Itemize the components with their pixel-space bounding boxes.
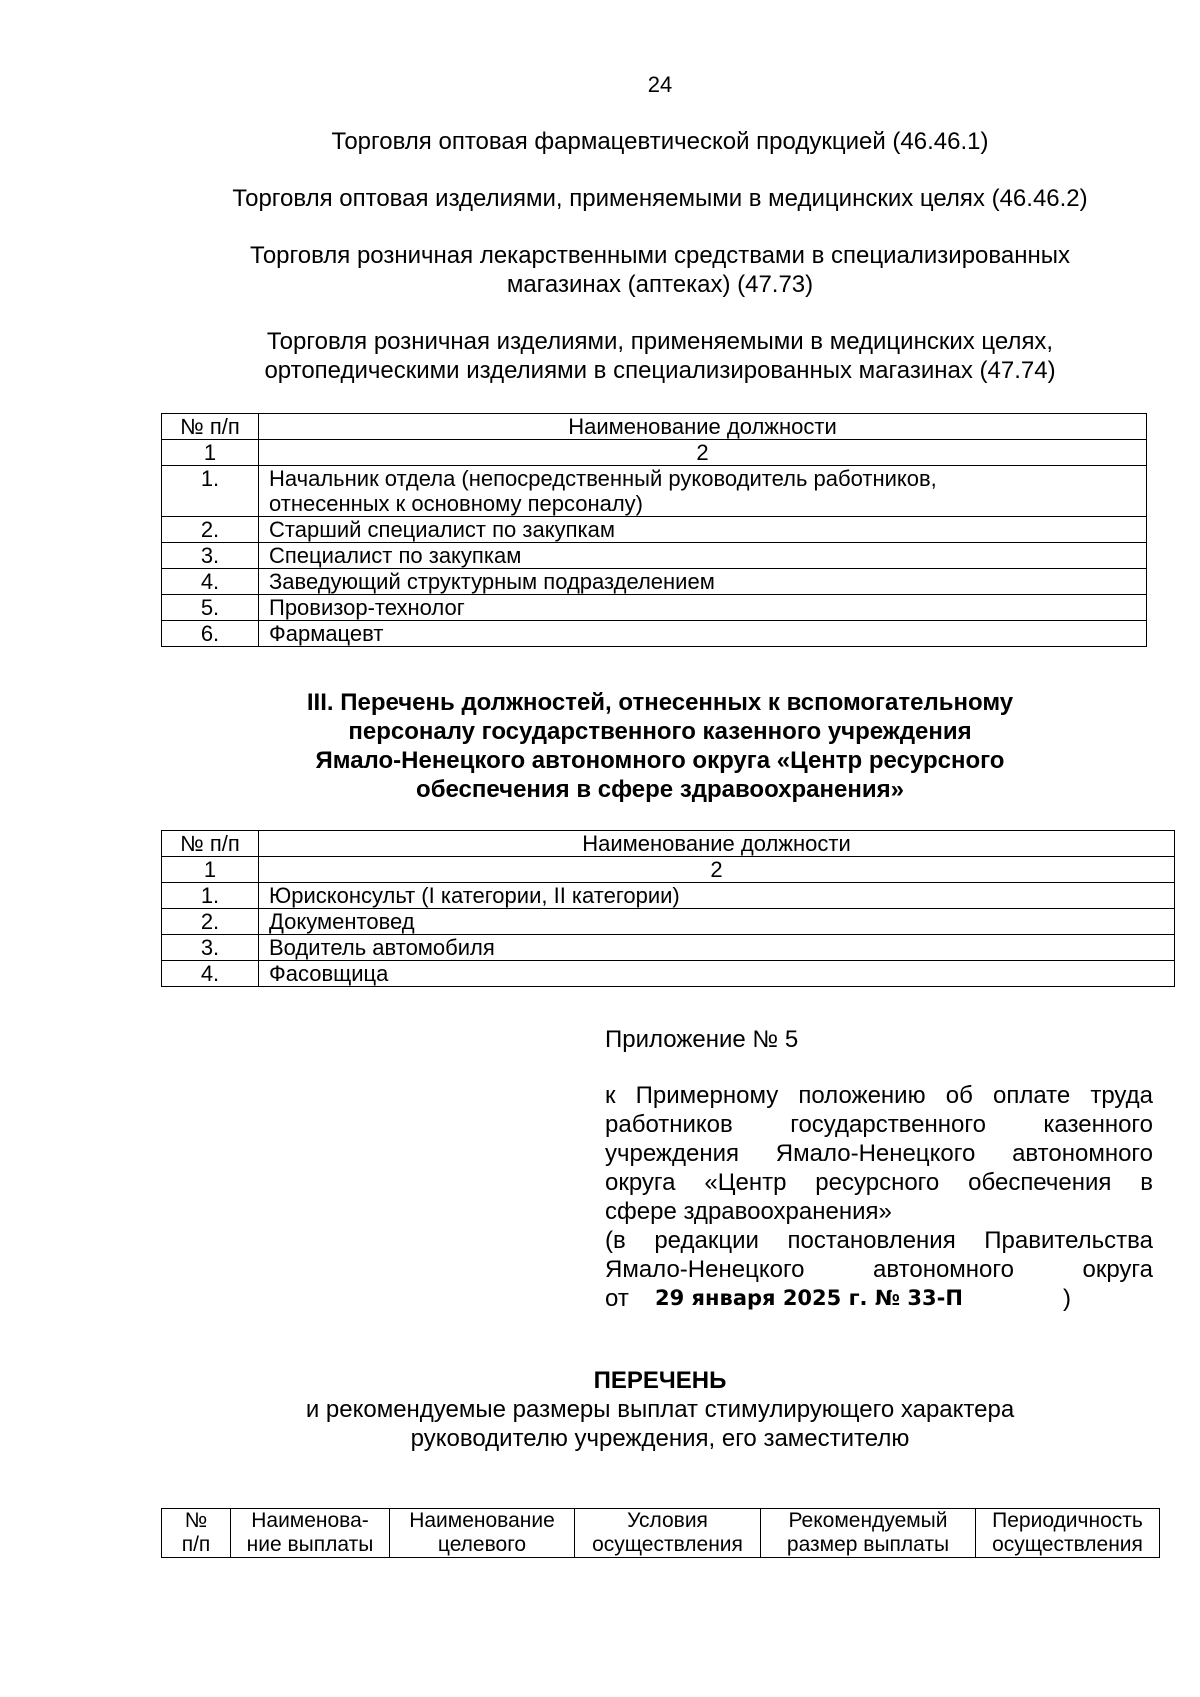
appendix-reference-line: к Примерному положению об оплате труда: [605, 1082, 1153, 1109]
header-cell-periodicity: [976, 1509, 1160, 1558]
header-line: размер выплаты: [786, 1533, 950, 1556]
appendix-title: Приложение № 5: [605, 1026, 799, 1053]
position-name: Фармацевт: [259, 621, 1147, 647]
table-row: [162, 909, 1175, 935]
header-cell: Наименование должности: [259, 831, 1175, 857]
appendix-date-line: [605, 1284, 1153, 1313]
table-header-row: [162, 831, 1175, 857]
appendix-reference: [605, 1081, 1153, 1313]
position-name-line: отнесенных к основному персоналу): [269, 491, 643, 516]
header-cell-conditions: [575, 1509, 761, 1558]
perechen-subtitle-line: и рекомендуемые размеры выплат стимулирующего характера: [305, 1396, 1015, 1423]
header-line: осуществления: [592, 1533, 743, 1556]
heading-line: Торговля оптовая изделиями, применяемыми в медицинских целях (46.46.2): [232, 185, 1088, 212]
position-name: Водитель автомобиля: [259, 935, 1175, 961]
section-3-title: [0, 688, 1200, 804]
date-prefix: от: [605, 1285, 629, 1312]
page-number: 24: [647, 72, 673, 97]
table-row: [162, 543, 1147, 569]
header-cell-recommended-size: [761, 1509, 976, 1558]
header-line: Периодичность: [992, 1509, 1143, 1532]
row-number: 1.: [162, 466, 259, 517]
header-line: Наименова-: [251, 1509, 369, 1532]
perechen-subtitle: [0, 1395, 1200, 1453]
appendix-edition-line: Ямало-Ненецкого автономного округа: [605, 1256, 1153, 1283]
header-line: Условия: [627, 1509, 708, 1532]
position-name: Специалист по закупкам: [259, 543, 1147, 569]
positions-table-auxiliary: [161, 830, 1175, 987]
row-number: 2.: [162, 909, 259, 935]
table-row: [162, 883, 1175, 909]
index-cell: 1: [162, 857, 259, 883]
position-name: Заведующий структурным подразделением: [259, 569, 1147, 595]
okved-heading-4: [0, 327, 1200, 385]
header-line: ние выплаты: [246, 1533, 374, 1556]
row-number: 1.: [162, 883, 259, 909]
appendix-edition-line: (в редакции постановления Правительства: [605, 1227, 1153, 1254]
table-header-row: [162, 1509, 1160, 1558]
header-cell: № п/п: [162, 831, 259, 857]
header-line: осуществления: [992, 1533, 1143, 1556]
index-cell: 2: [259, 857, 1175, 883]
table-row: [162, 595, 1147, 621]
position-name: [259, 466, 1147, 517]
row-number: 4.: [162, 961, 259, 987]
header-cell: Наименование должности: [259, 414, 1147, 440]
okved-heading-2: [0, 184, 1200, 213]
appendix-reference-line: учреждения Ямало-Ненецкого автономного: [605, 1140, 1153, 1167]
row-number: 6.: [162, 621, 259, 647]
header-cell-target-name: [390, 1509, 575, 1558]
appendix-reference-line: округа «Центр ресурсного обеспечения в: [605, 1169, 1153, 1196]
heading-line: Торговля розничная изделиями, применяемыми в медицинских целях,: [266, 328, 1054, 355]
row-number: 3.: [162, 935, 259, 961]
heading-line: Торговля оптовая фармацевтической продукцией (46.46.1): [331, 128, 989, 155]
table-row: [162, 517, 1147, 543]
header-line: п/п: [181, 1533, 211, 1556]
table-row: [162, 961, 1175, 987]
heading-line: Торговля розничная лекарственными средствами в специализированных: [250, 242, 1070, 269]
section-title-line: Ямало-Ненецкого автономного округа «Центр ресурсного: [315, 747, 1005, 774]
appendix-edition: [605, 1226, 1153, 1284]
position-name: Фасовщица: [259, 961, 1175, 987]
section-title-line: персоналу государственного казенного учреждения: [348, 718, 972, 745]
section-title-line: обеспечения в сфере здравоохранения»: [416, 776, 904, 803]
row-number: 3.: [162, 543, 259, 569]
resolution-date: 29 января 2025 г. № 33-П: [655, 1286, 963, 1310]
index-cell: 1: [162, 440, 259, 466]
position-name: Документовед: [259, 909, 1175, 935]
table-row: [162, 621, 1147, 647]
header-line: №: [184, 1509, 208, 1532]
perechen-title: ПЕРЕЧЕНЬ: [593, 1367, 727, 1394]
index-cell: 2: [259, 440, 1147, 466]
table-row: [162, 569, 1147, 595]
header-line: Наименование: [409, 1509, 555, 1532]
position-name: Юрисконсульт (I категории, II категории): [259, 883, 1175, 909]
row-number: 4.: [162, 569, 259, 595]
header-cell-payment-name: [231, 1509, 390, 1558]
table-header-row: [162, 414, 1147, 440]
okved-heading-1: [0, 127, 1200, 156]
table-row: [162, 466, 1147, 517]
header-line: Рекомендуемый: [788, 1509, 948, 1532]
heading-line: ортопедическими изделиями в специализированных магазинах (47.74): [264, 357, 1056, 384]
heading-line: магазинах (аптеках) (47.73): [506, 271, 814, 298]
closing-paren: ): [1063, 1285, 1071, 1312]
perechen-subtitle-line: руководителю учреждения, его заместителю: [410, 1425, 910, 1452]
payments-table: [161, 1508, 1160, 1558]
appendix-reference-line: сфере здравоохранения»: [605, 1198, 892, 1225]
table-index-row: [162, 440, 1147, 466]
row-number: 5.: [162, 595, 259, 621]
section-title-line: III. Перечень должностей, отнесенных к вспомогательному: [306, 689, 1014, 716]
row-number: 2.: [162, 517, 259, 543]
appendix-reference-line: работников государственного казенного: [605, 1111, 1153, 1138]
position-name: Провизор-технолог: [259, 595, 1147, 621]
positions-table-main: [161, 413, 1147, 647]
header-cell-number: [162, 1509, 231, 1558]
okved-heading-3: [0, 241, 1200, 299]
table-row: [162, 935, 1175, 961]
position-name: Старший специалист по закупкам: [259, 517, 1147, 543]
table-index-row: [162, 857, 1175, 883]
header-line: целевого: [437, 1533, 527, 1556]
position-name-line: Начальник отдела (непосредственный руководитель работников,: [269, 466, 937, 491]
header-cell: № п/п: [162, 414, 259, 440]
